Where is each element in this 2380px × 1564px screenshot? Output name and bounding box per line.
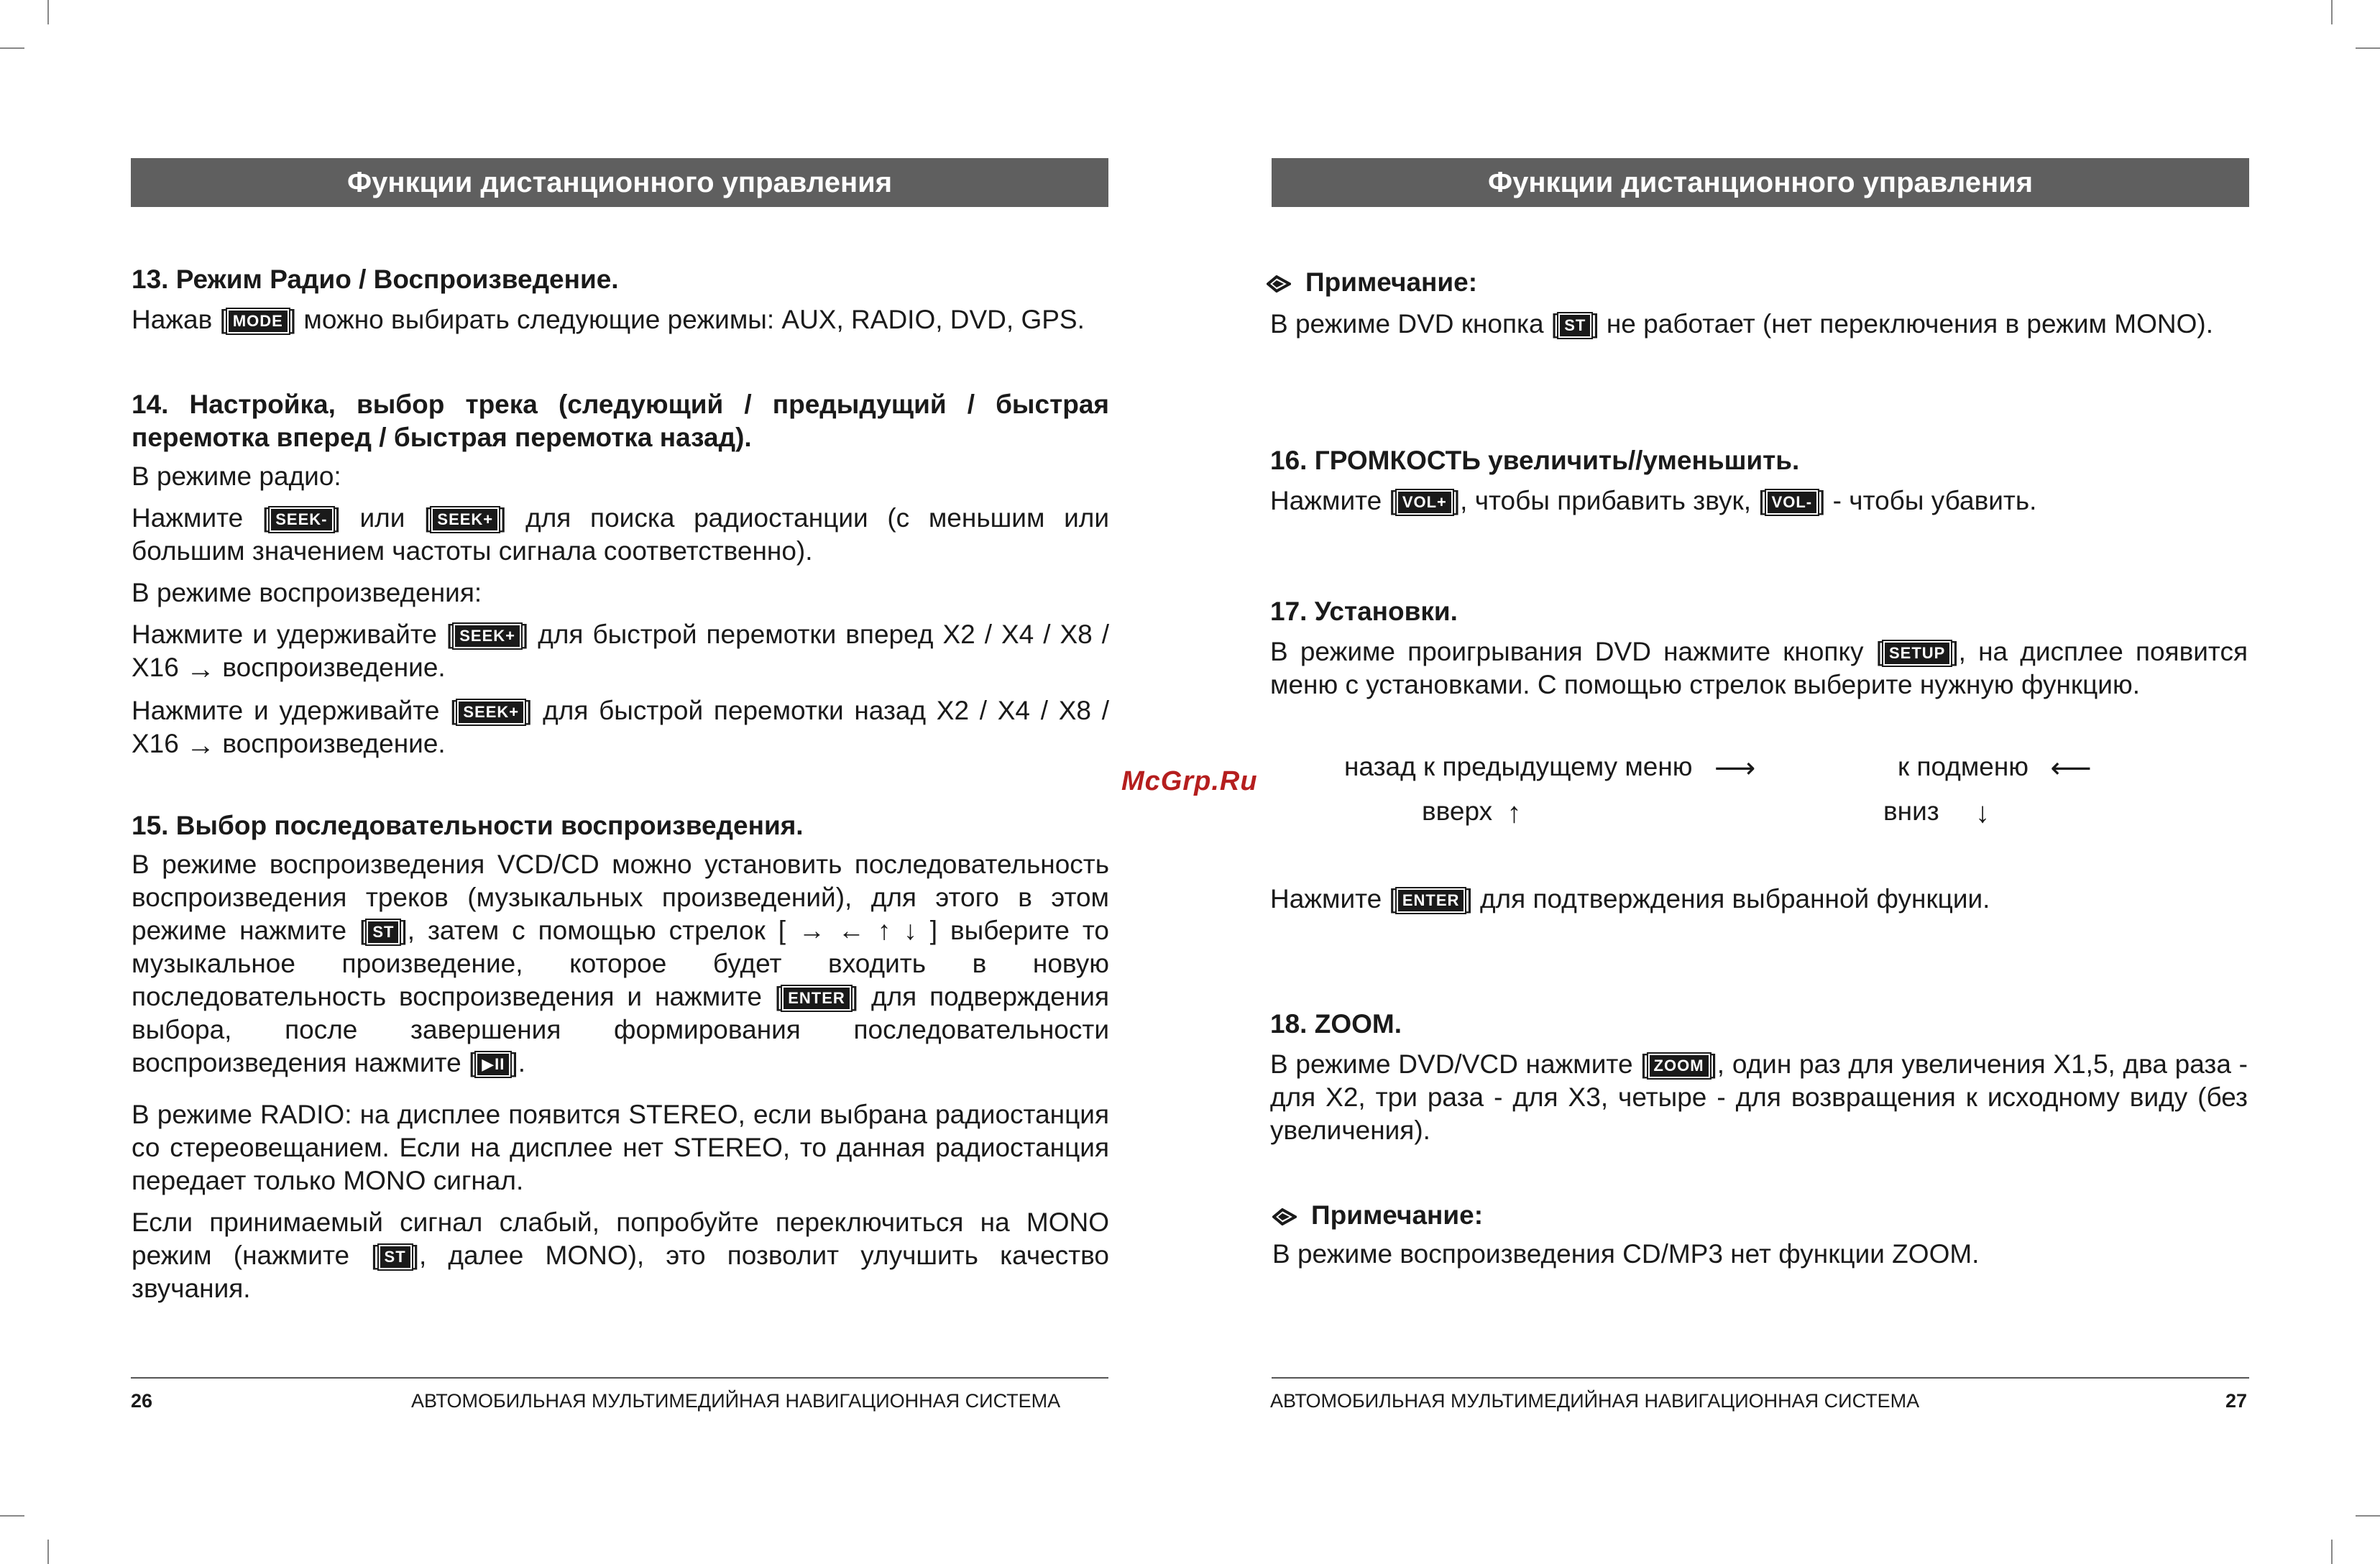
play-mode-label: В режиме воспроизведения: (132, 578, 482, 607)
crop-mark (2356, 47, 2380, 49)
diamond-note-icon (1267, 275, 1291, 293)
seek-minus-key-icon: SEEK- (270, 507, 333, 532)
left-footer-text: АВТОМОБИЛЬНАЯ МУЛЬТИМЕДИЙНАЯ НАВИГАЦИОННАЯ СИСТЕМА (411, 1390, 1061, 1412)
section-13-text: Нажав [ MODE ] можно выбирать следующие режимы: AUX, RADIO, DVD, GPS. (132, 305, 1085, 334)
vol-minus-key-icon: VOL- (1766, 490, 1819, 515)
crop-mark (2331, 1540, 2333, 1564)
enter-key-icon: ENTER (1397, 888, 1466, 913)
section-14-text: В режиме радио: Нажмите [ SEEK- ] или [ SEEK+ ] для поиска радиостанции (с меньшим или большим значением частоты сигнала соответственно). В режиме воспроизведения: Нажмите и удерживайте [ SEEK+ ] для быстрой перемотки вперед X2 / X4 / X8 / X16 → воспроизведение. Нажмите и удерживайте [ SEEK+ ] для быстрой перемотки назад X2 / X4 / X8 / X16 → воспроизведение. (132, 461, 1110, 762)
right-footer-text: АВТОМОБИЛЬНАЯ МУЛЬТИМЕДИЙНАЯ НАВИГАЦИОННАЯ СИСТЕМА (1270, 1390, 1920, 1412)
right-page-header: Функции дистанционного управления (1272, 158, 2249, 207)
arrow-right-icon: ⟶ (1714, 753, 1756, 785)
section-17-text: В режиме проигрывания DVD нажмите кнопку [ SETUP ], на дисплее появится меню с установками. С помощью стрелок выберите нужную функцию. (1270, 637, 2248, 699)
watermark: McGrp.Ru (1121, 766, 1258, 796)
diamond-note-icon (1272, 1208, 1297, 1225)
zoom-key-icon: ZOOM (1648, 1054, 1710, 1078)
note-1-title: Примечание: (1267, 267, 1477, 298)
crop-mark (0, 47, 24, 49)
arrow-right-icon: → (186, 730, 216, 762)
crop-mark (47, 0, 49, 24)
section-16-title: 16. ГРОМКОСТЬ увеличить//уменьшить. (1270, 446, 1800, 475)
seek-plus-key-icon: SEEK+ (457, 700, 525, 724)
section-17-title: 17. Установки. (1270, 597, 1458, 626)
mode-key-icon: MODE (227, 309, 289, 334)
arrow-up-icon: ↑ (1507, 796, 1522, 829)
crop-mark (47, 1540, 49, 1564)
menu-up-label: вверх ↑ (1422, 796, 1522, 829)
st-key-icon: ST (367, 920, 400, 944)
setup-key-icon: SETUP (1883, 641, 1951, 666)
section-15-text: В режиме воспроизведения VCD/CD можно установить последовательность воспроизведения треков (музыкальных произведений), для этого в этом режиме нажмите [ ST ], затем с помощью стрелок [ → ← ↑ ↓ ] выберите то музыкальное произведение, которое будет входить в новую последовательность воспроизведения и нажмите [ ENTER ] для подверждения выбора, после завершения формирования последовательности воспроизведения нажмите [ ▶II ]. В режиме RADIO: на дисплее появится STEREO, если выбрана радиостанция со стереовещанием. Если на дисплее нет STEREO, то данная радиостанция передает только MONO сигнал. Если принимаемый сигнал слабый, попробуйте переключиться на MONO режим (нажмите [ ST ], далее MONO), это позволит улучшить качество звучания. (132, 850, 1109, 1303)
section-14-title: 14. Настройка, выбор трека (следующий / предыдущий / быстрая перемотка вперед / быстрая перемотка назад). (132, 390, 1109, 452)
vol-plus-key-icon: VOL+ (1397, 490, 1453, 515)
section-18-title: 18. ZOOM. (1270, 1009, 1402, 1039)
arrow-right-icon: → (186, 653, 216, 686)
right-page-number: 27 (2225, 1390, 2248, 1412)
st-key-icon: ST (1558, 313, 1591, 338)
left-footer-rule (131, 1377, 1108, 1379)
section-17-confirm: Нажмите [ ENTER ] для подтверждения выбранной функции. (1270, 884, 1990, 914)
note-2-text: В режиме воспроизведения CD/MP3 нет функции ZOOM. (1272, 1239, 1980, 1269)
enter-key-icon: ENTER (782, 986, 851, 1011)
section-15-title: 15. Выбор последовательности воспроизведения. (132, 811, 804, 840)
play-pause-key-icon: ▶II (476, 1052, 510, 1077)
menu-down-label: вниз ↓ (1883, 796, 1990, 829)
note-1-text: В режиме DVD кнопка [ ST ] не работает (нет переключения в режим MONO). (1270, 309, 2213, 339)
arrow-left-icon: ⟵ (2050, 753, 2092, 785)
seek-plus-key-icon: SEEK+ (431, 507, 499, 532)
menu-back-label: назад к предыдущему меню ⟶ (1344, 752, 1756, 785)
crop-mark (0, 1515, 24, 1517)
st-key-icon: ST (379, 1245, 412, 1269)
menu-submenu-label: к подменю ⟵ (1898, 752, 2092, 785)
crop-mark (2356, 1515, 2380, 1517)
seek-plus-key-icon: SEEK+ (454, 624, 521, 648)
left-page-header: Функции дистанционного управления (131, 158, 1108, 207)
crop-mark (2331, 0, 2333, 24)
radio-mode-label: В режиме радио: (132, 461, 341, 491)
section-13-title: 13. Режим Радио / Воспроизведение. (132, 264, 619, 294)
arrow-down-icon: ↓ (1975, 796, 1990, 829)
note-2-title: Примечание: (1272, 1200, 1483, 1230)
section-18-text: В режиме DVD/VCD нажмите [ ZOOM ], один раз для увеличения X1,5, два раза - для X2, три раза - для X3, четыре - для возвращения к исходному виду (без увеличения). (1270, 1049, 2248, 1145)
section-16-text: Нажмите [ VOL+ ], чтобы прибавить звук, [ VOL- ] - чтобы убавить. (1270, 486, 2037, 515)
right-footer-rule (1272, 1377, 2249, 1379)
left-page-number: 26 (131, 1390, 153, 1412)
